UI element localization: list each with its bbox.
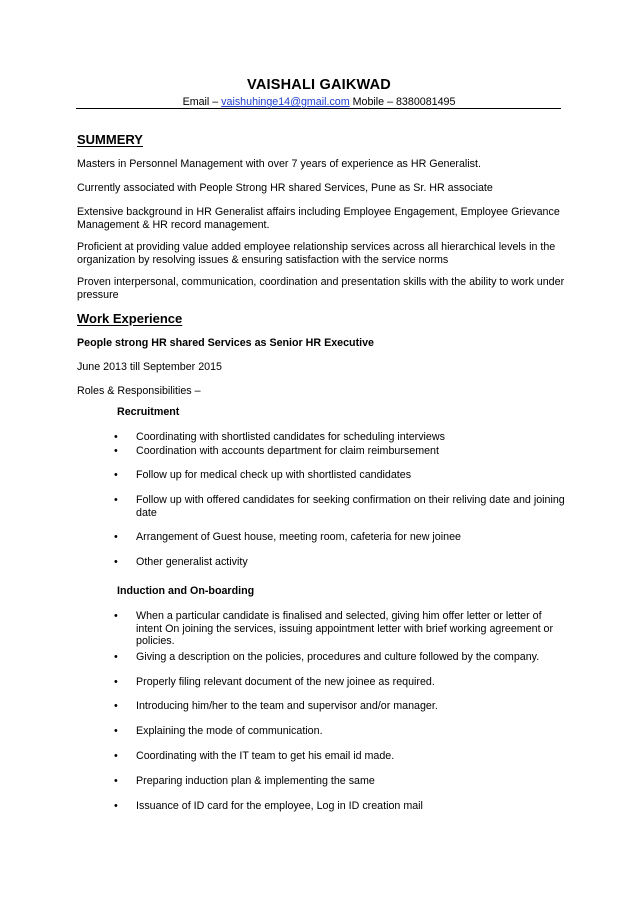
summary-heading: SUMMERY [77, 132, 143, 147]
summary-paragraph: Extensive background in HR Generalist affairs including Employee Engagement, Employee Grievance Management & HR record management. [77, 206, 560, 231]
list-item: • When a particular candidate is finalised and selected, giving him offer letter or letter of intent On joining the services, issuing appointment letter with brief working agreement or policies. [117, 610, 565, 648]
summary-paragraph: Masters in Personnel Management with over 7 years of experience as HR Generalist. [77, 158, 481, 170]
list-item: • Preparing induction plan & implementing the same [117, 775, 565, 788]
list-item: • Coordination with accounts department for claim reimbursement [117, 445, 565, 458]
list-item: • Coordinating with shortlisted candidates for scheduling interviews [117, 431, 565, 444]
email-label: Email – [182, 96, 222, 108]
recruitment-heading: Recruitment [117, 406, 180, 418]
roles-label: Roles & Responsibilities – [77, 385, 201, 397]
job-period: June 2013 till September 2015 [77, 361, 222, 373]
list-item: • Issuance of ID card for the employee, Log in ID creation mail [117, 800, 565, 813]
contact-line [0, 96, 638, 108]
summary-paragraph: Currently associated with People Strong HR shared Services, Pune as Sr. HR associate [77, 182, 493, 194]
summary-paragraph: Proficient at providing value added employee relationship services across all hierarchical levels in the organization by resolving issues & ensuring satisfaction with the service norms [77, 241, 556, 266]
work-experience-heading: Work Experience [77, 311, 183, 326]
list-item: • Arrangement of Guest house, meeting room, cafeteria for new joinee [117, 531, 565, 544]
list-item: • Coordinating with the IT team to get his email id made. [117, 750, 565, 763]
list-item: • Follow up with offered candidates for seeking confirmation on their reliving date and joining date [117, 494, 565, 519]
list-item: • Properly filing relevant document of the new joinee as required. [117, 676, 565, 689]
list-item: • Giving a description on the policies, procedures and culture followed by the company. [117, 651, 565, 664]
induction-heading: Induction and On-boarding [117, 585, 255, 597]
email-link[interactable]: vaishuhinge14@gmail.com [221, 96, 350, 108]
list-item: • Introducing him/her to the team and supervisor and/or manager. [117, 700, 565, 713]
list-item: • Explaining the mode of communication. [117, 725, 565, 738]
summary-paragraph: Proven interpersonal, communication, coordination and presentation skills with the ability to work under pressure [77, 276, 565, 301]
header-divider [76, 108, 561, 109]
list-item: • Follow up for medical check up with shortlisted candidates [117, 469, 565, 482]
candidate-name: VAISHALI GAIKWAD [247, 77, 391, 93]
job-title: People strong HR shared Services as Senior HR Executive [77, 337, 374, 349]
mobile-text: Mobile – 8380081495 [349, 96, 456, 108]
list-item: • Other generalist activity [117, 556, 565, 569]
